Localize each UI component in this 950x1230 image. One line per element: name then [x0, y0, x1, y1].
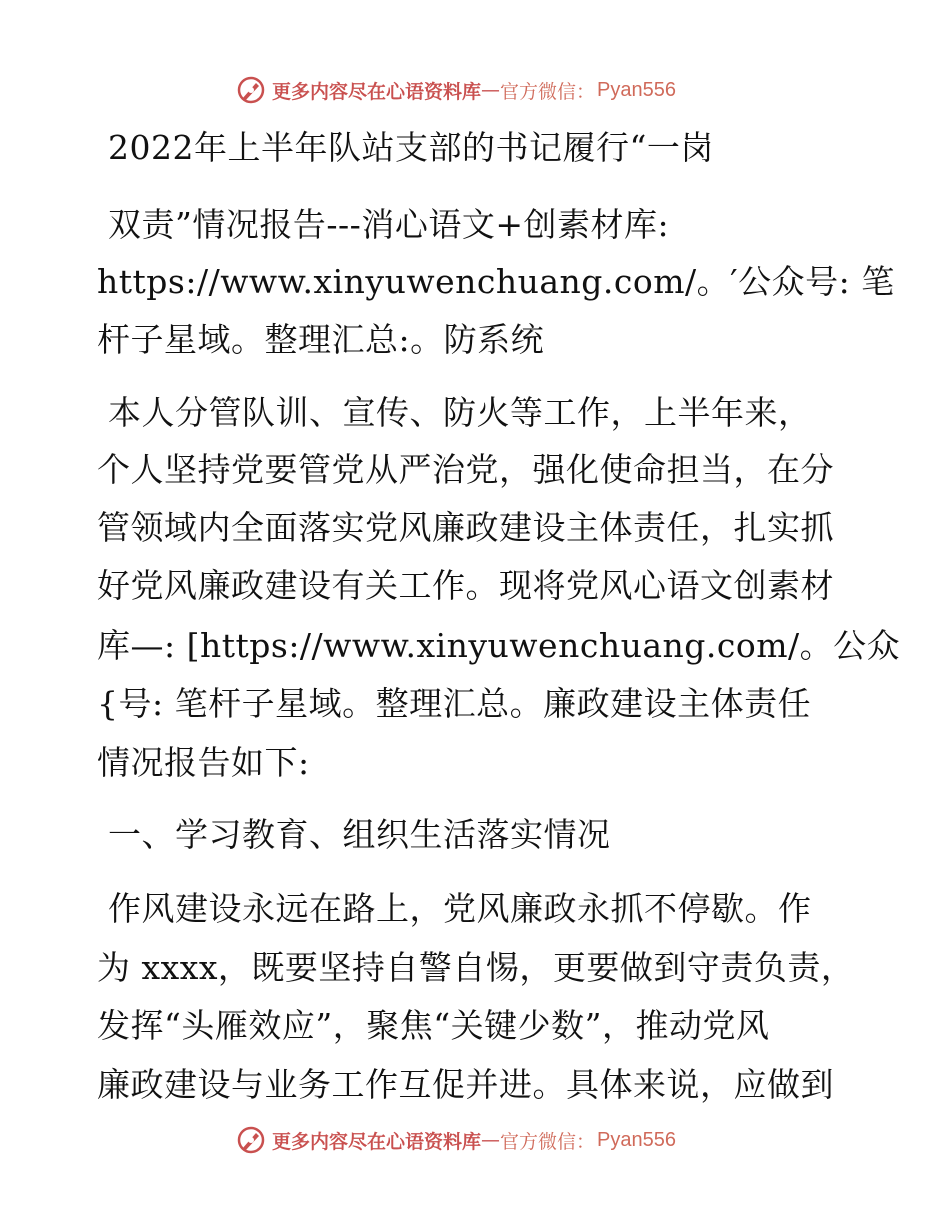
watermark-wechat-id: Pyan556 — [597, 1128, 676, 1151]
paragraph-1-line: 个人坚持党要管党从严治党，强化使命担当，在分 — [97, 450, 834, 489]
paragraph-1-line: 管领域内全面落实党风廉政建设主体责任，扎实抓 — [97, 508, 834, 547]
header-watermark — [0, 70, 950, 110]
watermark-dash: — — [481, 79, 501, 101]
title-line-3: https://www.xinyuwenchuang.com/。′公众号: 笔 — [97, 262, 895, 301]
paragraph-2-line: 为 xxxx，既要坚持自警自惕，更要做到守责负责， — [97, 948, 855, 987]
pen-logo-icon — [236, 1125, 266, 1155]
title-line-4: 杆子星域。整理汇总:。防系统 — [97, 320, 545, 359]
paragraph-1-line: 情况报告如下: — [97, 743, 310, 782]
paragraph-1-line: 本人分管队训、宣传、防火等工作，上半年来， — [108, 393, 812, 432]
paragraph-2-line: 作风建设永远在路上，党风廉政永抓不停歇。作 — [108, 889, 812, 928]
section-heading-1: 一、学习教育、组织生活落实情况 — [108, 815, 611, 854]
pen-logo-icon — [236, 75, 266, 105]
title-line-1: 2022年上半年队站支部的书记履行“一岗 — [108, 128, 714, 167]
watermark-text: 更多内容尽在心语资料库 — [272, 1130, 482, 1153]
watermark-text: 更多内容尽在心语资料库 — [272, 80, 482, 103]
paragraph-1-line: {号: 笔杆子星域。整理汇总。廉政建设主体责任 — [97, 684, 812, 723]
footer-watermark — [0, 1120, 950, 1160]
watermark-official-label: 官方微信： — [500, 1130, 596, 1153]
watermark-dash: — — [481, 1129, 501, 1151]
paragraph-1-line: 库—: [https://www.xinyuwenchuang.com/。公众 — [97, 626, 901, 665]
watermark-wechat-id: Pyan556 — [597, 78, 676, 101]
watermark-official-label: 官方微信： — [500, 80, 596, 103]
paragraph-2-line: 廉政建设与业务工作互促并进。具体来说，应做到 — [97, 1065, 834, 1104]
paragraph-2-line: 发挥“头雁效应”，聚焦“关键少数”，推动党风 — [97, 1006, 770, 1045]
title-line-2: 双责”情况报告---消心语文+创素材库: — [108, 205, 670, 244]
paragraph-1-line: 好党风廉政建设有关工作。现将党风心语文创素材 — [97, 566, 834, 605]
